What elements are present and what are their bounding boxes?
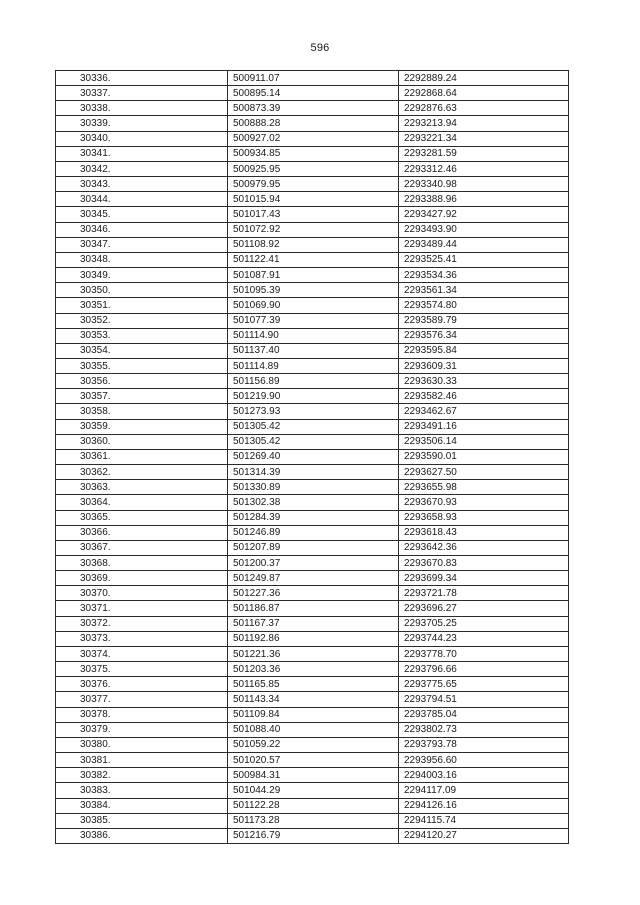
point-number-cell: 30354. — [56, 343, 228, 358]
table-row — [56, 692, 569, 707]
table-row — [56, 571, 569, 586]
table-row — [56, 283, 569, 298]
point-number-cell: 30368. — [56, 556, 228, 571]
point-number-cell: 30360. — [56, 434, 228, 449]
table-row — [56, 374, 569, 389]
y-coordinate-cell: 2294115.74 — [399, 813, 569, 828]
point-number-cell: 30381. — [56, 753, 228, 768]
x-coordinate-cell: 501249.87 — [228, 571, 399, 586]
table-row — [56, 495, 569, 510]
table-row — [56, 86, 569, 101]
x-coordinate-cell: 500895.14 — [228, 86, 399, 101]
point-number-cell: 30345. — [56, 207, 228, 222]
point-number-cell: 30343. — [56, 177, 228, 192]
x-coordinate-cell: 501077.39 — [228, 313, 399, 328]
point-number-cell: 30384. — [56, 798, 228, 813]
x-coordinate-cell: 501314.39 — [228, 465, 399, 480]
table-row — [56, 404, 569, 419]
point-number-cell: 30371. — [56, 601, 228, 616]
x-coordinate-cell: 501017.43 — [228, 207, 399, 222]
x-coordinate-cell: 501109.84 — [228, 707, 399, 722]
point-number-cell: 30336. — [56, 71, 228, 86]
x-coordinate-cell: 501095.39 — [228, 283, 399, 298]
y-coordinate-cell: 2294126.16 — [399, 798, 569, 813]
y-coordinate-cell: 2293576.34 — [399, 328, 569, 343]
point-number-cell: 30337. — [56, 86, 228, 101]
point-number-cell: 30370. — [56, 586, 228, 601]
point-number-cell: 30340. — [56, 131, 228, 146]
x-coordinate-cell: 501305.42 — [228, 434, 399, 449]
y-coordinate-cell: 2293312.46 — [399, 161, 569, 176]
table-row — [56, 556, 569, 571]
table-row — [56, 116, 569, 131]
point-number-cell: 30362. — [56, 465, 228, 480]
table-row — [56, 768, 569, 783]
y-coordinate-cell: 2293561.34 — [399, 283, 569, 298]
x-coordinate-cell: 501167.37 — [228, 616, 399, 631]
x-coordinate-cell: 501137.40 — [228, 343, 399, 358]
point-number-cell: 30382. — [56, 768, 228, 783]
y-coordinate-cell: 2293658.93 — [399, 510, 569, 525]
y-coordinate-cell: 2293775.65 — [399, 677, 569, 692]
table-row — [56, 389, 569, 404]
point-number-cell: 30358. — [56, 404, 228, 419]
point-number-cell: 30365. — [56, 510, 228, 525]
table-row — [56, 631, 569, 646]
y-coordinate-cell: 2293796.66 — [399, 662, 569, 677]
y-coordinate-cell: 2293627.50 — [399, 465, 569, 480]
point-number-cell: 30355. — [56, 358, 228, 373]
table-row — [56, 268, 569, 283]
table-row — [56, 222, 569, 237]
x-coordinate-cell: 501192.86 — [228, 631, 399, 646]
x-coordinate-cell: 501015.94 — [228, 192, 399, 207]
x-coordinate-cell: 501165.85 — [228, 677, 399, 692]
x-coordinate-cell: 500979.95 — [228, 177, 399, 192]
point-number-cell: 30364. — [56, 495, 228, 510]
x-coordinate-cell: 501059.22 — [228, 737, 399, 752]
point-number-cell: 30351. — [56, 298, 228, 313]
x-coordinate-cell: 501203.36 — [228, 662, 399, 677]
y-coordinate-cell: 2293221.34 — [399, 131, 569, 146]
table-row — [56, 662, 569, 677]
point-number-cell: 30386. — [56, 828, 228, 843]
table-row — [56, 480, 569, 495]
table-row — [56, 753, 569, 768]
point-number-cell: 30353. — [56, 328, 228, 343]
point-number-cell: 30379. — [56, 722, 228, 737]
y-coordinate-cell: 2293609.31 — [399, 358, 569, 373]
x-coordinate-cell: 501114.90 — [228, 328, 399, 343]
table-row — [56, 313, 569, 328]
table-row — [56, 192, 569, 207]
y-coordinate-cell: 2293794.51 — [399, 692, 569, 707]
x-coordinate-cell: 501305.42 — [228, 419, 399, 434]
x-coordinate-cell: 501284.39 — [228, 510, 399, 525]
table-row — [56, 646, 569, 661]
page-number: 596 — [310, 42, 330, 54]
y-coordinate-cell: 2293427.92 — [399, 207, 569, 222]
table-row — [56, 177, 569, 192]
y-coordinate-cell: 2293525.41 — [399, 252, 569, 267]
point-number-cell: 30350. — [56, 283, 228, 298]
y-coordinate-cell: 2293590.01 — [399, 449, 569, 464]
point-number-cell: 30339. — [56, 116, 228, 131]
y-coordinate-cell: 2292876.63 — [399, 101, 569, 116]
x-coordinate-cell: 500888.28 — [228, 116, 399, 131]
table-row — [56, 722, 569, 737]
point-number-cell: 30344. — [56, 192, 228, 207]
y-coordinate-cell: 2293785.04 — [399, 707, 569, 722]
x-coordinate-cell: 501143.34 — [228, 692, 399, 707]
x-coordinate-cell: 500911.07 — [228, 71, 399, 86]
point-number-cell: 30377. — [56, 692, 228, 707]
table-row — [56, 540, 569, 555]
x-coordinate-cell: 501044.29 — [228, 783, 399, 798]
x-coordinate-cell: 501108.92 — [228, 237, 399, 252]
point-number-cell: 30385. — [56, 813, 228, 828]
y-coordinate-cell: 2293582.46 — [399, 389, 569, 404]
x-coordinate-cell: 501302.38 — [228, 495, 399, 510]
y-coordinate-cell: 2293618.43 — [399, 525, 569, 540]
y-coordinate-cell: 2293213.94 — [399, 116, 569, 131]
y-coordinate-cell: 2293721.78 — [399, 586, 569, 601]
y-coordinate-cell: 2294120.27 — [399, 828, 569, 843]
y-coordinate-cell: 2293699.34 — [399, 571, 569, 586]
x-coordinate-cell: 501087.91 — [228, 268, 399, 283]
x-coordinate-cell: 501207.89 — [228, 540, 399, 555]
y-coordinate-cell: 2293462.67 — [399, 404, 569, 419]
y-coordinate-cell: 2294003.16 — [399, 768, 569, 783]
y-coordinate-cell: 2293574.80 — [399, 298, 569, 313]
table-row — [56, 449, 569, 464]
y-coordinate-cell: 2293595.84 — [399, 343, 569, 358]
point-number-cell: 30383. — [56, 783, 228, 798]
table-row — [56, 798, 569, 813]
point-number-cell: 30367. — [56, 540, 228, 555]
table-row — [56, 465, 569, 480]
x-coordinate-cell: 501069.90 — [228, 298, 399, 313]
x-coordinate-cell: 501122.41 — [228, 252, 399, 267]
point-number-cell: 30356. — [56, 374, 228, 389]
x-coordinate-cell: 501156.89 — [228, 374, 399, 389]
y-coordinate-cell: 2293340.98 — [399, 177, 569, 192]
table-row — [56, 510, 569, 525]
y-coordinate-cell: 2293491.16 — [399, 419, 569, 434]
y-coordinate-cell: 2293630.33 — [399, 374, 569, 389]
y-coordinate-cell: 2293670.93 — [399, 495, 569, 510]
y-coordinate-cell: 2292889.24 — [399, 71, 569, 86]
coordinates-table — [55, 70, 569, 844]
point-number-cell: 30380. — [56, 737, 228, 752]
table-row — [56, 434, 569, 449]
table-row — [56, 828, 569, 843]
table-row — [56, 328, 569, 343]
y-coordinate-cell: 2293802.73 — [399, 722, 569, 737]
table-row — [56, 586, 569, 601]
table-row — [56, 237, 569, 252]
table-row — [56, 131, 569, 146]
point-number-cell: 30347. — [56, 237, 228, 252]
x-coordinate-cell: 500984.31 — [228, 768, 399, 783]
y-coordinate-cell: 2293778.70 — [399, 646, 569, 661]
x-coordinate-cell: 501219.90 — [228, 389, 399, 404]
table-row — [56, 298, 569, 313]
point-number-cell: 30349. — [56, 268, 228, 283]
x-coordinate-cell: 500873.39 — [228, 101, 399, 116]
x-coordinate-cell: 501186.87 — [228, 601, 399, 616]
point-number-cell: 30357. — [56, 389, 228, 404]
table-row — [56, 358, 569, 373]
table-row — [56, 677, 569, 692]
y-coordinate-cell: 2293744.23 — [399, 631, 569, 646]
point-number-cell: 30361. — [56, 449, 228, 464]
x-coordinate-cell: 501227.36 — [228, 586, 399, 601]
x-coordinate-cell: 501216.79 — [228, 828, 399, 843]
x-coordinate-cell: 501330.89 — [228, 480, 399, 495]
x-coordinate-cell: 501072.92 — [228, 222, 399, 237]
table-row — [56, 783, 569, 798]
point-number-cell: 30352. — [56, 313, 228, 328]
y-coordinate-cell: 2293642.36 — [399, 540, 569, 555]
point-number-cell: 30366. — [56, 525, 228, 540]
point-number-cell: 30346. — [56, 222, 228, 237]
y-coordinate-cell: 2293506.14 — [399, 434, 569, 449]
y-coordinate-cell: 2293670.83 — [399, 556, 569, 571]
point-number-cell: 30342. — [56, 161, 228, 176]
point-number-cell: 30372. — [56, 616, 228, 631]
x-coordinate-cell: 501122.28 — [228, 798, 399, 813]
table-row — [56, 161, 569, 176]
x-coordinate-cell: 501020.57 — [228, 753, 399, 768]
y-coordinate-cell: 2294117.09 — [399, 783, 569, 798]
table-row — [56, 525, 569, 540]
table-row — [56, 707, 569, 722]
point-number-cell: 30369. — [56, 571, 228, 586]
y-coordinate-cell: 2293388.96 — [399, 192, 569, 207]
point-number-cell: 30341. — [56, 146, 228, 161]
table-row — [56, 343, 569, 358]
x-coordinate-cell: 501200.37 — [228, 556, 399, 571]
point-number-cell: 30378. — [56, 707, 228, 722]
y-coordinate-cell: 2293705.25 — [399, 616, 569, 631]
table-row — [56, 71, 569, 86]
point-number-cell: 30338. — [56, 101, 228, 116]
x-coordinate-cell: 500925.95 — [228, 161, 399, 176]
table-row — [56, 252, 569, 267]
x-coordinate-cell: 501246.89 — [228, 525, 399, 540]
point-number-cell: 30373. — [56, 631, 228, 646]
x-coordinate-cell: 501273.93 — [228, 404, 399, 419]
coordinates-table-body — [56, 71, 569, 844]
point-number-cell: 30376. — [56, 677, 228, 692]
table-row — [56, 101, 569, 116]
x-coordinate-cell: 500927.02 — [228, 131, 399, 146]
y-coordinate-cell: 2293793.78 — [399, 737, 569, 752]
x-coordinate-cell: 500934.85 — [228, 146, 399, 161]
x-coordinate-cell: 501088.40 — [228, 722, 399, 737]
y-coordinate-cell: 2293281.59 — [399, 146, 569, 161]
table-row — [56, 737, 569, 752]
table-row — [56, 616, 569, 631]
x-coordinate-cell: 501114.89 — [228, 358, 399, 373]
table-row — [56, 419, 569, 434]
y-coordinate-cell: 2293655.98 — [399, 480, 569, 495]
point-number-cell: 30348. — [56, 252, 228, 267]
point-number-cell: 30375. — [56, 662, 228, 677]
y-coordinate-cell: 2293696.27 — [399, 601, 569, 616]
y-coordinate-cell: 2293956.60 — [399, 753, 569, 768]
y-coordinate-cell: 2293534.36 — [399, 268, 569, 283]
y-coordinate-cell: 2293589.79 — [399, 313, 569, 328]
y-coordinate-cell: 2293489.44 — [399, 237, 569, 252]
x-coordinate-cell: 501221.36 — [228, 646, 399, 661]
table-row — [56, 601, 569, 616]
point-number-cell: 30374. — [56, 646, 228, 661]
table-row — [56, 207, 569, 222]
table-row — [56, 146, 569, 161]
x-coordinate-cell: 501269.40 — [228, 449, 399, 464]
point-number-cell: 30363. — [56, 480, 228, 495]
y-coordinate-cell: 2292868.64 — [399, 86, 569, 101]
table-row — [56, 813, 569, 828]
coordinates-table-container — [55, 70, 568, 844]
y-coordinate-cell: 2293493.90 — [399, 222, 569, 237]
x-coordinate-cell: 501173.28 — [228, 813, 399, 828]
point-number-cell: 30359. — [56, 419, 228, 434]
